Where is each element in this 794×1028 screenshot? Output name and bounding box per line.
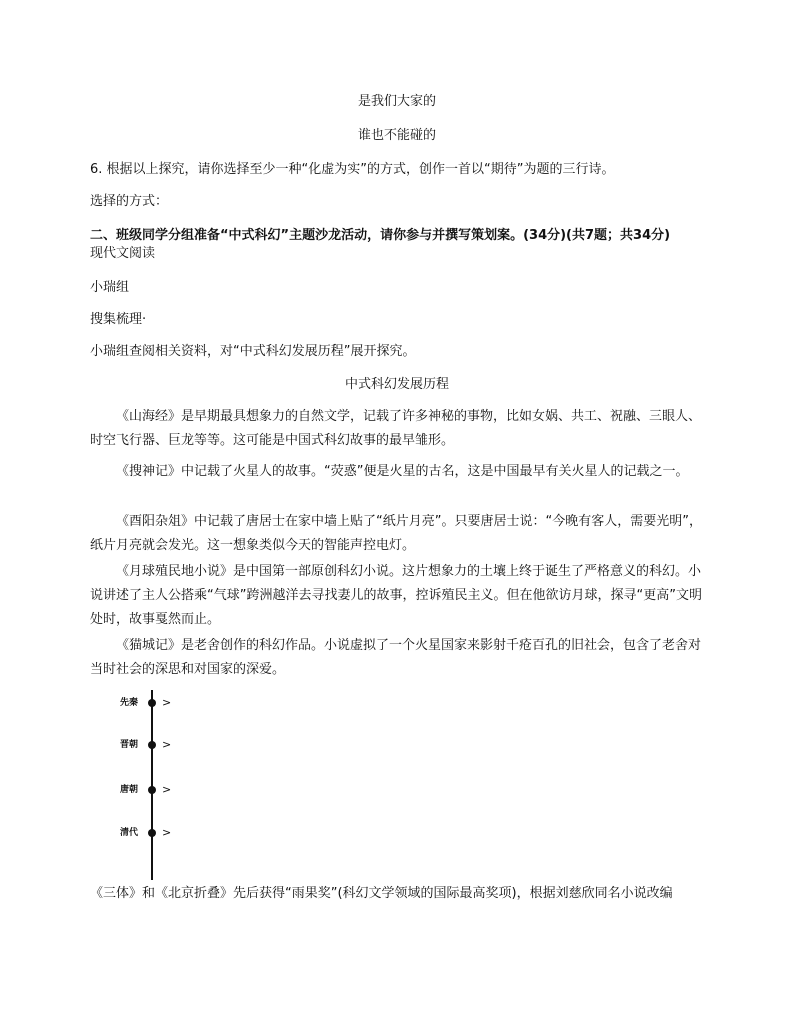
paragraph-soushenji: 《搜神记》中记载了火星人的故事。“荧惑”便是火星的古名，这是中国最早有关火星人的记载之一。 [116,464,689,479]
paragraph-maochengji: 《猫城记》是老舍创作的科幻作品。小说虚拟了一个火星国家来影射千疮百孔的旧社会，包含了老舍对当时社会的深思和对国家的深爱。 [90,638,702,677]
chevron-right-icon: > [162,738,172,751]
timeline-item-qing [120,825,240,841]
timeline-dot [148,786,156,794]
timeline-label: 先秦 [120,698,139,708]
timeline-label: 唐朝 [120,785,139,795]
timeline-item-tang [120,782,240,798]
chevron-right-icon: > [162,826,172,839]
chevron-right-icon: > [162,783,172,796]
poem-line-1: 是我们大家的 [357,94,436,109]
intro-text: 小瑞组查阅相关资料，对“中式科幻发展历程”展开探究。 [90,344,416,359]
paragraph-youyangzazu: 《酉阳杂俎》中记载了唐居士在家中墙上贴了“纸片月亮”。只要唐居士说：“今晚有客人，需要光明”，纸片月亮就会发光。这一想象类似今天的智能声控电灯。 [90,514,702,553]
section-subtitle: 现代文阅读 [90,246,156,261]
closing-text: 《三体》和《北京折叠》先后获得“雨果奖”(科幻文学领域的国际最高奖项)，根据刘慈欣同名小说改编 [90,886,673,901]
timeline-dot [148,741,156,749]
timeline-item-xianqin [120,695,240,711]
article-title: 中式科幻发展历程 [344,377,449,392]
group-name: 小瑞组 [90,280,130,295]
timeline [120,690,240,880]
question-6: 6. 根据以上探究，请你选择至少一种“化虚为实”的方式，创作一首以“期待”为题的三行诗。 [90,162,615,177]
timeline-label: 清代 [120,828,139,838]
chevron-right-icon: > [162,696,172,709]
paragraph-yueqiu: 《月球殖民地小说》是中国第一部原创科幻小说。这片想象力的土壤上终于诞生了严格意义的科幻。小说讲述了主人公搭乘“气球”跨洲越洋去寻找妻儿的故事，控诉殖民主义。但在他欲访月球，探寻“更高”文明处时，故事戛然而止。 [90,564,702,627]
method-label: 选择的方式： [90,194,169,209]
poem-line-2: 谁也不能碰的 [357,128,436,143]
timeline-label: 晋朝 [120,740,139,750]
timeline-dot [148,699,156,707]
timeline-dot [148,829,156,837]
paragraph-shanhaijing: 《山海经》是早期最具想象力的自然文学，记载了许多神秘的事物，比如女娲、共工、祝融、三眼人、时空飞行器、巨龙等等。这可能是中国式科幻故事的最早雏形。 [90,409,702,448]
timeline-item-jin [120,737,240,753]
section-2-heading: 二、班级同学分组准备“中式科幻”主题沙龙活动，请你参与并撰写策划案。(34分)(共7题；共34分) [90,228,671,243]
task-label: 搜集梳理· [90,312,147,327]
